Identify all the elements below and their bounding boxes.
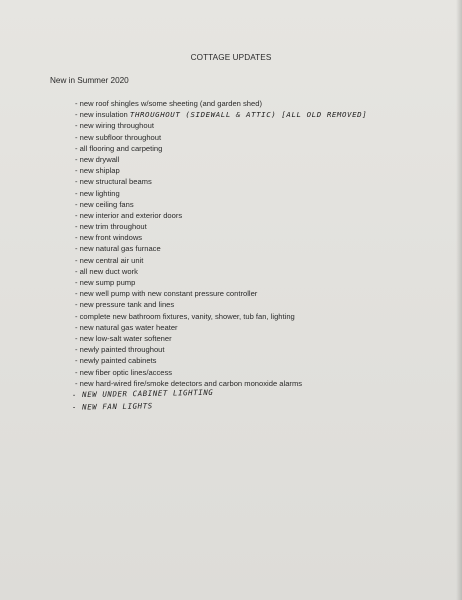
list-item: - new lighting: [75, 188, 120, 198]
list-item: - newly painted throughout: [75, 345, 165, 355]
list-item: - new drywall: [75, 154, 120, 164]
list-item: - new hard-wired fire/smoke detectors and carbon monoxide alarms: [75, 378, 303, 388]
insulation-handwritten-note: THROUGHOUT (SIDEWALL & ATTIC) [ALL OLD REMOVED]: [129, 110, 368, 120]
list-item-insulation: [75, 109, 367, 120]
list-item: - new ceiling fans: [75, 199, 134, 209]
list-item: - new well pump with new constant pressure controller: [75, 289, 258, 299]
list-item: - new trim throughout: [75, 222, 147, 232]
document-subtitle: New in Summer 2020: [50, 76, 129, 85]
list-item: - new low-salt water softener: [75, 333, 172, 343]
handwritten-item-fan-lights: - NEW FAN LIGHTS: [71, 401, 153, 412]
insulation-prefix: - new insulation: [75, 110, 128, 120]
updates-list: [75, 98, 367, 389]
list-item: - newly painted cabinets: [75, 356, 157, 366]
document-title: COTTAGE UPDATES: [190, 53, 272, 62]
list-item: - new front windows: [75, 233, 143, 243]
list-item: - new wiring throughout: [75, 121, 154, 131]
list-item: - new interior and exterior doors: [75, 210, 183, 220]
list-item: - new pressure tank and lines: [75, 300, 175, 310]
list-item: - new roof shingles w/some sheeting (and garden shed): [75, 99, 262, 108]
list-item: - new natural gas water heater: [75, 322, 178, 332]
list-item: - new structural beams: [75, 177, 152, 187]
list-item: - all flooring and carpeting: [75, 143, 163, 153]
list-item: - new shiplap: [75, 166, 120, 176]
list-item: - new subfloor throughout: [75, 132, 162, 142]
list-item: - new fiber optic lines/access: [75, 367, 173, 377]
list-item: - new natural gas furnace: [75, 244, 161, 254]
list-item: - all new duct work: [75, 266, 138, 276]
list-item: - new central air unit: [75, 255, 144, 265]
list-item: - complete new bathroom fixtures, vanity, shower, tub fan, lighting: [75, 311, 295, 321]
handwritten-item-cabinet-lighting: - NEW UNDER CABINET LIGHTING: [71, 387, 214, 400]
list-item: - new sump pump: [75, 278, 136, 287]
